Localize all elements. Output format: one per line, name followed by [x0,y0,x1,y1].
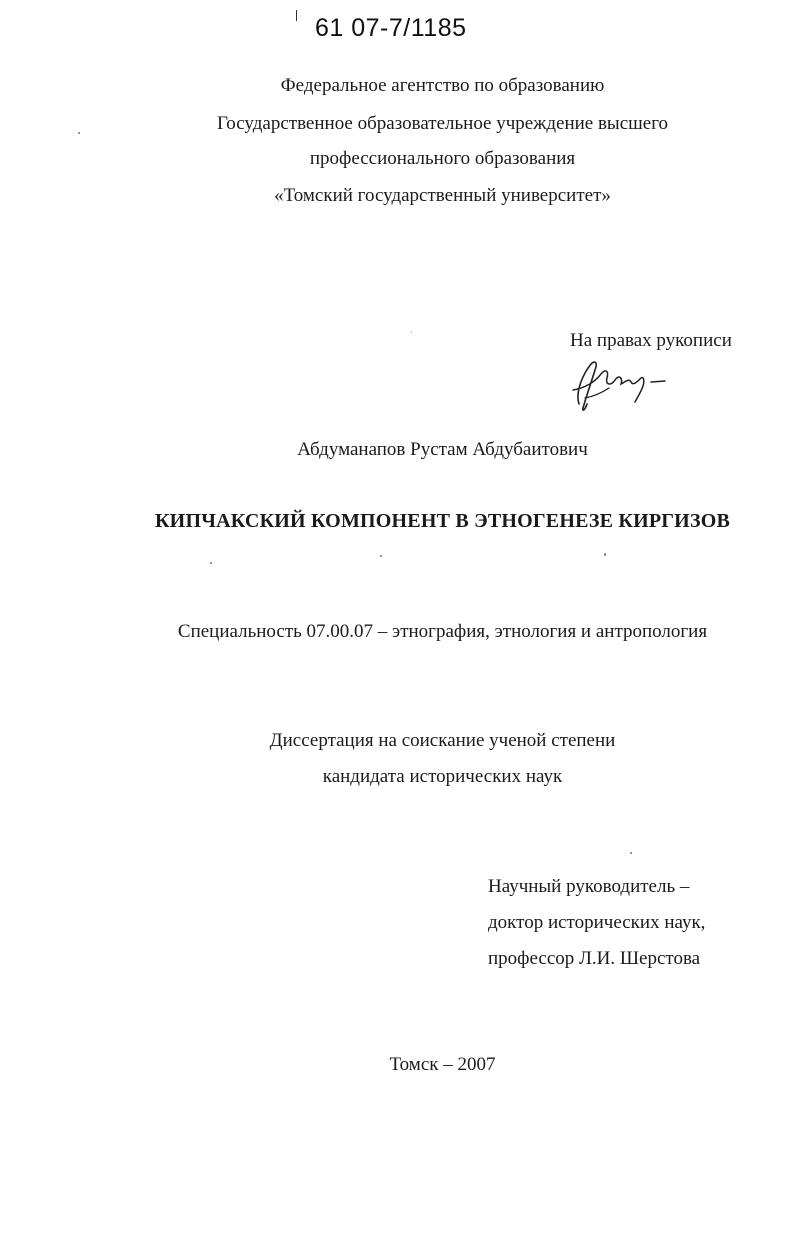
author-name: Абдуманапов Рустам Абдубаитович [297,439,588,460]
degree-line-1: Диссертация на соискание ученой степени [269,730,616,751]
specialty-line: Специальность 07.00.07 – этнография, этнология и антропология [177,621,708,642]
city-year: Томск – 2007 [389,1054,496,1075]
scan-speck [411,332,412,333]
scan-speck [210,562,212,564]
manuscript-note: На правах рукописи [570,330,732,351]
dissertation-title: КИПЧАКСКИЙ КОМПОНЕНТ В ЭТНОГЕНЕЗЕ КИРГИЗОВ [154,510,730,532]
supervisor-line-1: Научный руководитель – [488,876,690,897]
degree-line-2: кандидата исторических наук [322,766,563,787]
scan-speck [380,555,382,557]
archive-stamp-number: 61 07-7/1185 [315,14,467,42]
scan-speck [630,852,632,854]
supervisor-line-3: профессор Л.И. Шерстова [488,948,701,969]
organization-line-2: Государственное образовательное учреждение высшего [216,113,669,134]
organization-line-3: профессионального образования [309,148,576,169]
organization-line-1: Федеральное агентство по образованию [280,75,605,96]
handwritten-signature [565,352,680,414]
scan-speck [604,553,606,556]
scan-mark [296,10,297,21]
organization-line-4: «Томский государственный университет» [274,185,611,206]
supervisor-line-2: доктор исторических наук, [488,912,706,933]
scan-speck [78,132,80,134]
